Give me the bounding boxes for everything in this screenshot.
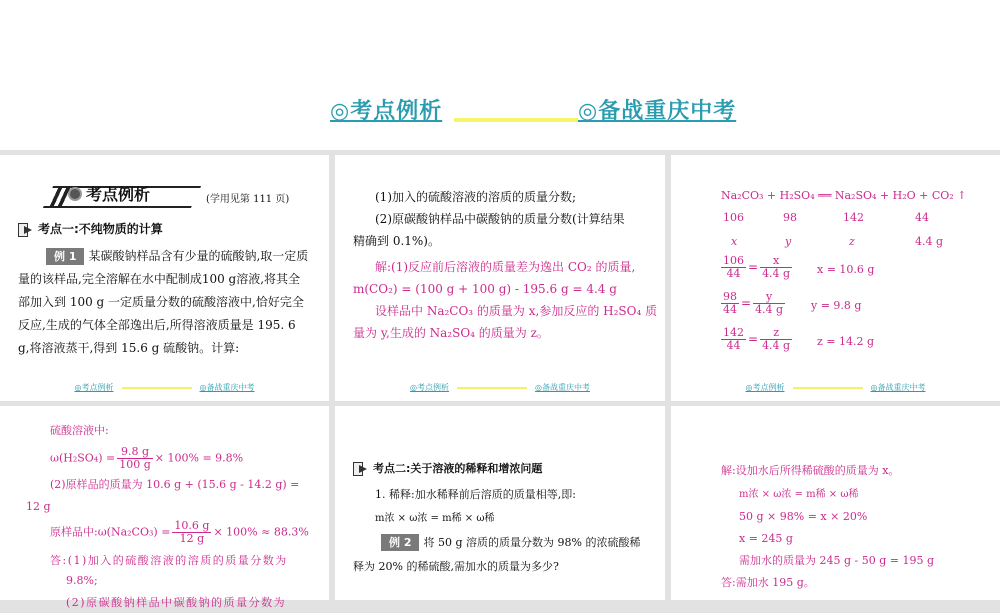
slide-panel-6[interactable] <box>671 406 1000 600</box>
mass-98: 98 <box>783 211 797 224</box>
dilution-formula: m浓 × ω浓 = m稀 × ω稀 <box>375 513 495 524</box>
mass-106: 106 <box>723 211 744 224</box>
ratio-row-3: $\frac{142}{44}$ = $\frac{z}{4.4 g}$ <box>723 326 791 352</box>
answer-line-7: 9.8%; <box>66 574 98 587</box>
slide-panel-2[interactable] <box>335 155 665 401</box>
slide-panel-5[interactable] <box>335 406 665 600</box>
answer-line-3: (2)原样品的质量为 10.6 g + (15.6 g - 14.2 g) = <box>50 478 300 491</box>
solution2-line-1: 解:设加水后所得稀硫酸的质量为 x。 <box>721 464 900 477</box>
answer-line-6: 答:(1)加入的硫酸溶液的溶质的质量分数为 <box>50 554 288 567</box>
section-banner <box>48 183 196 207</box>
ratio-row-2: $\frac{98}{44}$ = $\frac{y}{4.4 g}$ <box>723 290 784 316</box>
ratio-row-1: $\frac{106}{44}$ = $\frac{x}{4.4 g}$ <box>723 254 791 280</box>
var-4-4g: 4.4 g <box>915 235 944 248</box>
example-badge: 例 2 <box>381 534 419 551</box>
mass-142: 142 <box>843 211 864 224</box>
solution2-line-4: x = 245 g <box>739 532 793 545</box>
result-z: z = 14.2 g <box>817 335 875 348</box>
footer-tab-1[interactable]: ◎考点例析 <box>410 383 449 392</box>
solution2-line-5: 需加水的质量为 245 g - 50 g = 195 g <box>739 554 935 567</box>
var-z: z <box>849 235 855 248</box>
example-line-3: 反应,生成的气体全部逸出后,所得溶液质量是 195. 6 <box>18 318 296 332</box>
footer-tab-2[interactable]: ◎备战重庆中考 <box>199 383 255 392</box>
example2-line-2: 释为 20% 的稀硫酸,需加水的质量为多少? <box>353 560 559 573</box>
topic-heading: 考点一:不纯物质的计算 <box>18 219 163 240</box>
pencil-icon <box>18 222 32 236</box>
panel-footer <box>671 382 1000 393</box>
solution-line-2: m(CO₂) = (100 g + 100 g) - 195.6 g = 4.4 g <box>353 282 617 296</box>
answer-line-4: 12 g <box>26 500 51 513</box>
circle-icon <box>68 187 82 201</box>
example-line-0: 例 1 某碳酸钠样品含有少量的硫酸钠,取一定质 <box>46 246 308 267</box>
panel-footer <box>335 382 665 393</box>
tab-example-analysis[interactable]: ◎考点例析 <box>330 99 443 124</box>
banner-title: 考点例析 <box>86 185 151 204</box>
question-2b: 精确到 0.1%)。 <box>353 234 440 248</box>
solution-line-4: 量为 y,生成的 Na₂SO₄ 的质量为 z。 <box>353 326 549 340</box>
answer-line-5: 原样品中:ω(Na₂CO₃) = $\frac{10.6 g}{12 g}$ × 100% ≈ 88.3% <box>50 519 309 545</box>
chemical-equation: Na₂CO₃ + H₂SO₄ ══ Na₂SO₄ + H₂O + CO₂ ↑ <box>721 189 967 202</box>
header-highlight <box>454 118 578 122</box>
result-y: y = 9.8 g <box>811 299 862 312</box>
slide-panel-4[interactable] <box>0 406 329 609</box>
page-reference: (学用见第 111 页) <box>206 194 290 205</box>
header-area <box>0 0 1000 150</box>
slide-panel-3[interactable] <box>671 155 1000 401</box>
footer-tab-1[interactable]: ◎考点例析 <box>74 383 114 392</box>
result-x: x = 10.6 g <box>817 263 875 276</box>
footer-tab-2[interactable]: ◎备战重庆中考 <box>870 383 926 392</box>
answer-line-8: (2)原碳酸钠样品中碳酸钠的质量分数为 <box>66 596 287 609</box>
tab-chongqing-exam[interactable]: ◎备战重庆中考 <box>578 99 737 124</box>
example-line-4: g,将溶液蒸干,得到 15.6 g 硫酸钠。计算: <box>18 341 240 355</box>
solution2-line-3: 50 g × 98% = x × 20% <box>739 510 868 523</box>
footer-tab-2[interactable]: ◎备战重庆中考 <box>535 383 590 392</box>
topic-heading-2: 考点二:关于溶液的稀释和增浓问题 <box>353 458 542 479</box>
var-y: y <box>785 235 792 248</box>
pencil-icon <box>353 461 367 475</box>
panel-footer <box>0 382 329 393</box>
solution2-line-2: m浓 × ω浓 = m稀 × ω稀 <box>739 489 859 500</box>
answer-line-2: ω(H₂SO₄) = $\frac{9.8 g}{100 g}$ × 100% = 9.8% <box>50 445 244 471</box>
example-line-1: 量的该样品,完全溶解在水中配制成100 g溶液,将其全 <box>18 272 301 286</box>
example-line-2: 部加入到 100 g 一定质量分数的硫酸溶液中,恰好完全 <box>18 295 304 309</box>
slide-panel-1[interactable] <box>0 155 329 401</box>
solution-line-3: 设样品中 Na₂CO₃ 的质量为 x,参加反应的 H₂SO₄ 质 <box>375 304 658 318</box>
footer-tab-1[interactable]: ◎考点例析 <box>745 383 785 392</box>
answer-line-1: 硫酸溶液中: <box>50 424 109 437</box>
question-2a: (2)原碳酸钠样品中碳酸钠的质量分数(计算结果 <box>375 212 625 226</box>
question-1: (1)加入的硫酸溶液的溶质的质量分数; <box>375 190 577 204</box>
solution2-line-6: 答:需加水 195 g。 <box>721 576 815 589</box>
example2-line-1: 例 2 将 50 g 溶质的质量分数为 98% 的浓硫酸稀 <box>381 532 640 553</box>
solution-line-1: 解:(1)反应前后溶液的质量差为逸出 CO₂ 的质量, <box>375 260 636 274</box>
example-badge: 例 1 <box>46 248 84 265</box>
dilution-rule: 1. 稀释:加水稀释前后溶质的质量相等,即: <box>375 488 576 501</box>
mass-44: 44 <box>915 211 929 224</box>
var-x: x <box>731 235 738 248</box>
